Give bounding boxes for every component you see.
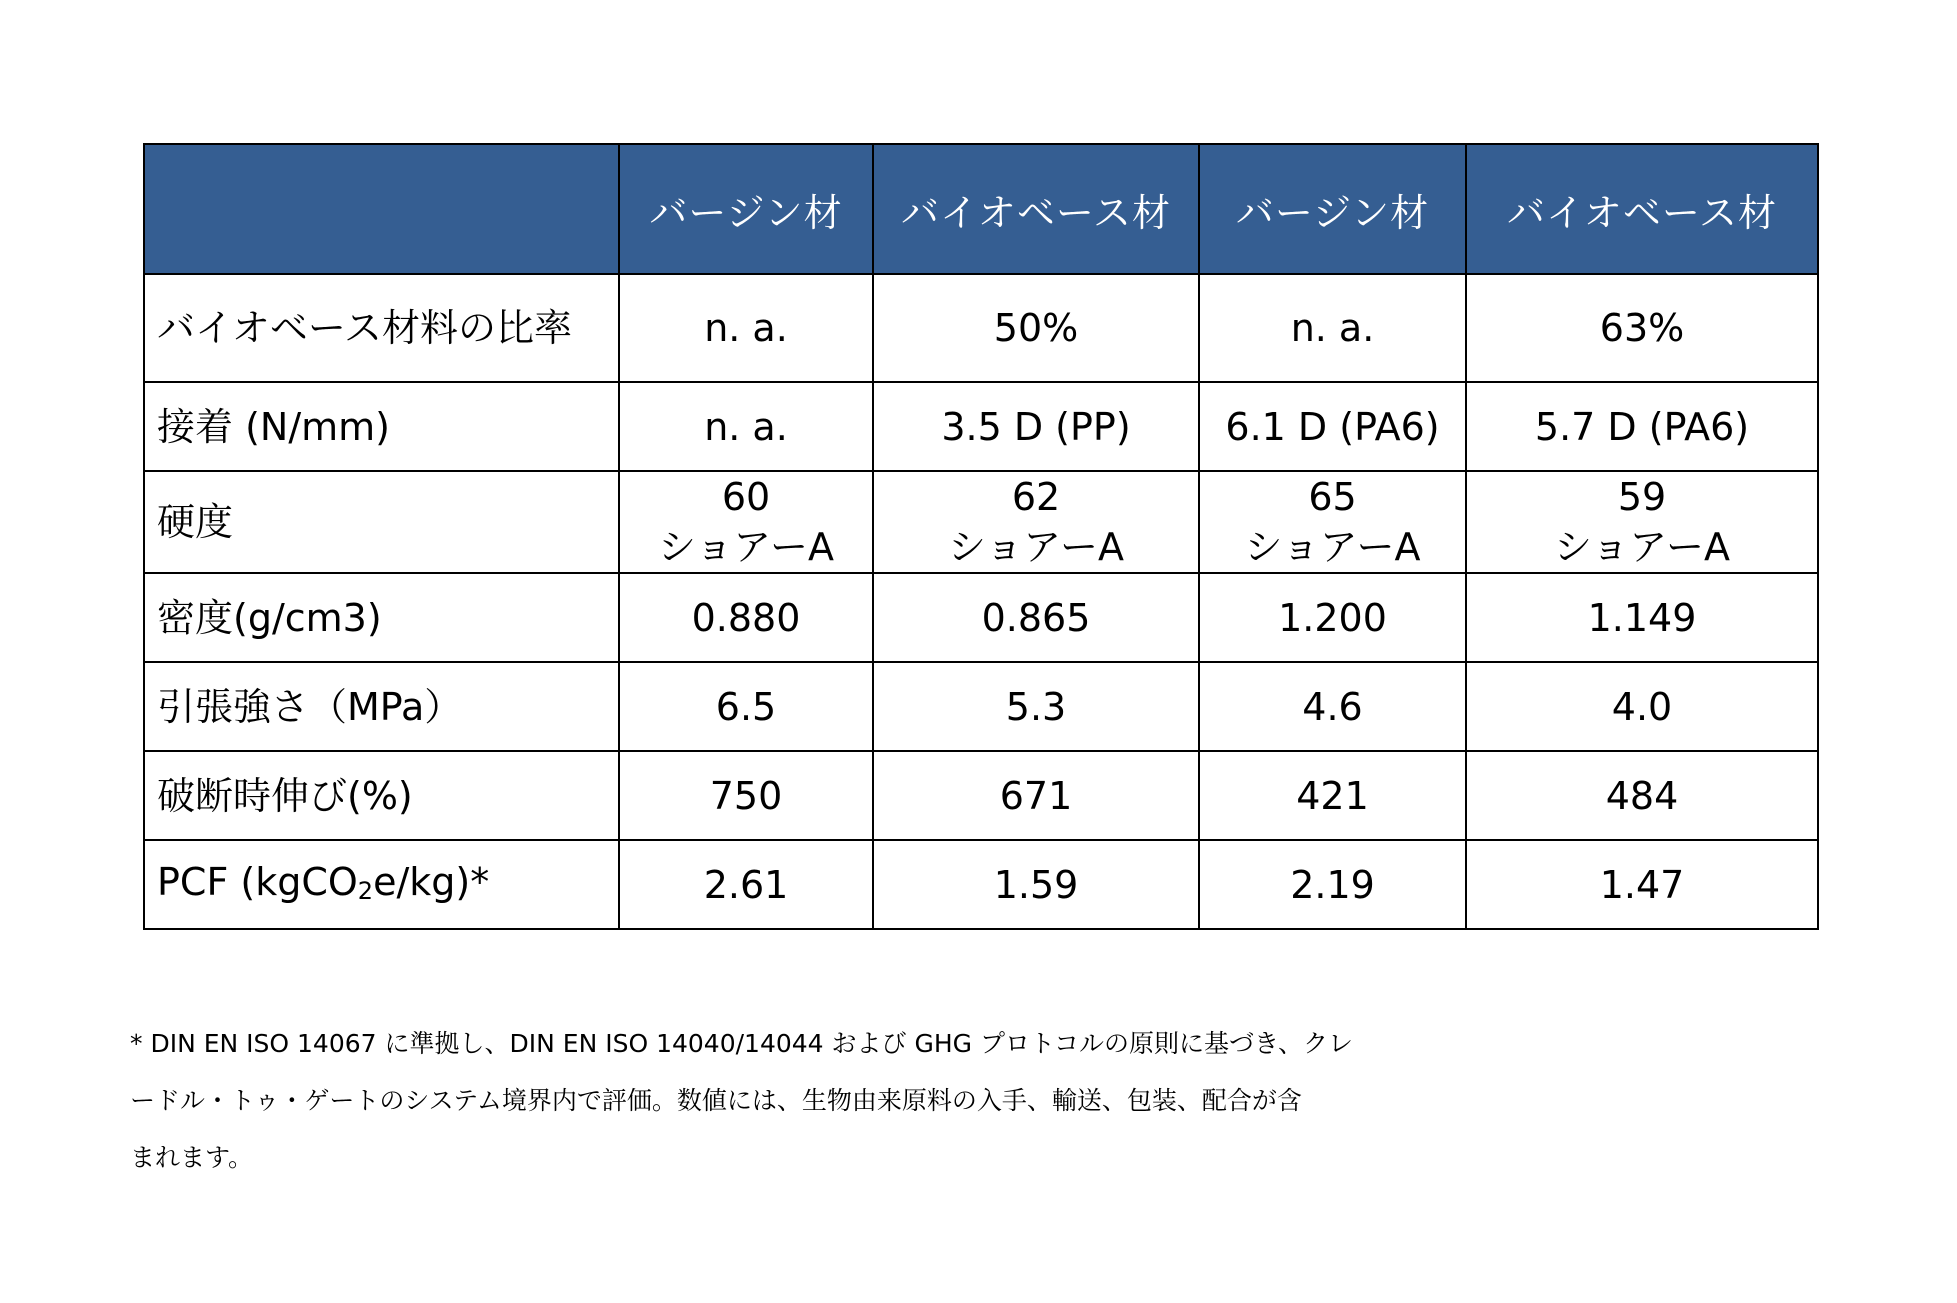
row-label: 破断時伸び(%) <box>144 751 619 840</box>
table-cell: 3.5 D (PP) <box>873 382 1199 471</box>
row-label <box>144 840 619 929</box>
table-row-tensile-strength <box>144 662 1818 751</box>
table-cell: 421 <box>1199 751 1466 840</box>
header-corner-cell <box>144 144 619 274</box>
table-cell: 4.6 <box>1199 662 1466 751</box>
table-cell: 1.59 <box>873 840 1199 929</box>
hardness-value: 65 <box>1308 475 1357 519</box>
table-cell <box>1466 471 1818 573</box>
row-label: 硬度 <box>144 471 619 573</box>
hardness-unit: ショアーA <box>657 525 835 569</box>
hardness-value: 60 <box>721 475 771 519</box>
table-cell <box>619 471 873 573</box>
table-cell: 1.149 <box>1466 573 1818 662</box>
table-cell: n. a. <box>619 274 873 382</box>
pcf-label-suffix: e/kg)* <box>373 860 490 904</box>
header-virgin-material-2: バージン材 <box>1199 144 1466 274</box>
table-cell: 750 <box>619 751 873 840</box>
footnote-line: * DIN EN ISO 14067 に準拠し、DIN EN ISO 14040/14044 および GHG プロトコルの原則に基づき、クレ <box>130 1029 1353 1058</box>
table-cell: n. a. <box>1199 274 1466 382</box>
footnote-line: まれます。 <box>130 1143 254 1172</box>
table-row-hardness <box>144 471 1818 573</box>
table-cell: 4.0 <box>1466 662 1818 751</box>
properties-table <box>143 143 1819 930</box>
table-header-row <box>144 144 1818 274</box>
hardness-value: 59 <box>1617 475 1667 519</box>
table-row-elongation-at-break <box>144 751 1818 840</box>
table-cell <box>873 471 1199 573</box>
table-cell: 0.880 <box>619 573 873 662</box>
table-cell <box>1199 471 1466 573</box>
hardness-unit: ショアーA <box>1244 525 1421 569</box>
header-biobased-material-2: バイオベース材 <box>1466 144 1818 274</box>
table-row-pcf <box>144 840 1818 929</box>
table-cell: 5.3 <box>873 662 1199 751</box>
footnote-line: ードル・トゥ・ゲートのシステム境界内で評価。数値には、生物由来原料の入手、輸送、包装、配合が含 <box>130 1086 1302 1115</box>
table-cell: 2.19 <box>1199 840 1466 929</box>
table-cell: 5.7 D (PA6) <box>1466 382 1818 471</box>
pcf-label-subscript: 2 <box>357 877 374 905</box>
footnote <box>130 1015 1630 1186</box>
row-label: バイオベース材料の比率 <box>144 274 619 382</box>
table-cell: 63% <box>1466 274 1818 382</box>
row-label: 引張強さ（MPa） <box>144 662 619 751</box>
table-cell: 50% <box>873 274 1199 382</box>
table-cell: 6.1 D (PA6) <box>1199 382 1466 471</box>
table-row-biobased-ratio <box>144 274 1818 382</box>
table-cell: 1.47 <box>1466 840 1818 929</box>
row-label: 密度(g/cm3) <box>144 573 619 662</box>
table-row-density <box>144 573 1818 662</box>
table-cell: 6.5 <box>619 662 873 751</box>
table-cell: 484 <box>1466 751 1818 840</box>
table-cell: 2.61 <box>619 840 873 929</box>
table-cell: 671 <box>873 751 1199 840</box>
hardness-unit: ショアーA <box>947 525 1125 569</box>
table-cell: 1.200 <box>1199 573 1466 662</box>
table-row-adhesion <box>144 382 1818 471</box>
pcf-label-prefix: PCF (kgCO <box>157 860 358 904</box>
table-cell: n. a. <box>619 382 873 471</box>
hardness-value: 62 <box>1011 475 1061 519</box>
table-cell: 0.865 <box>873 573 1199 662</box>
header-biobased-material-1: バイオベース材 <box>873 144 1199 274</box>
row-label: 接着 (N/mm) <box>144 382 619 471</box>
header-virgin-material-1: バージン材 <box>619 144 873 274</box>
hardness-unit: ショアーA <box>1553 525 1731 569</box>
